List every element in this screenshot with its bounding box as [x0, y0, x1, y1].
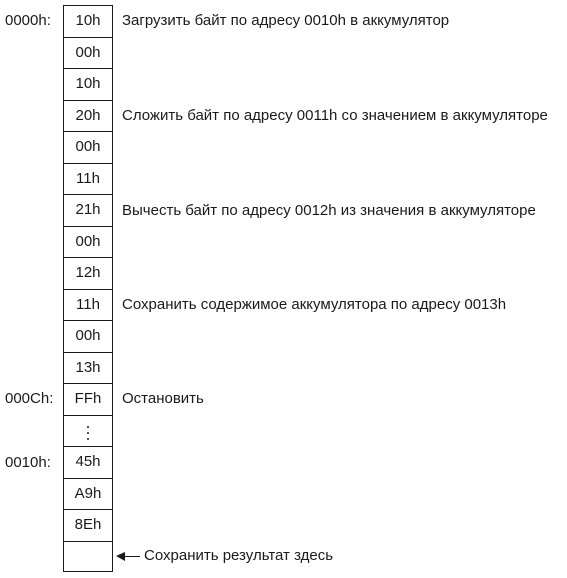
memory-cell-000b: 13h [64, 352, 112, 383]
memory-cell-0002: 10h [64, 68, 112, 100]
ellipsis-dot [87, 432, 89, 434]
memory-cell-0013 [64, 541, 112, 572]
note-add: Сложить байт по адресу 0011h со значением в аккумуляторе [122, 107, 548, 124]
memory-cell-0006: 21h [64, 194, 112, 226]
ellipsis-dot [87, 438, 89, 440]
address-label-0000h: 0000h: [5, 12, 51, 29]
address-label-0010h: 0010h: [5, 454, 51, 471]
note-subtract: Вычесть байт по адресу 0012h из значения в аккумуляторе [122, 202, 536, 219]
memory-cell-ellipsis [64, 415, 112, 446]
memory-cell-0000: 10h [64, 5, 112, 37]
memory-cell-0009: 11h [64, 289, 112, 320]
ellipsis-dot [87, 426, 89, 428]
note-halt: Остановить [122, 390, 204, 407]
memory-cell-0011: A9h [64, 478, 112, 509]
note-store: Сохранить содержимое аккумулятора по адресу 0013h [122, 296, 507, 313]
memory-cell-0012: 8Eh [64, 509, 112, 541]
memory-cell-0003: 20h [64, 100, 112, 131]
arrow-line [124, 556, 140, 557]
memory-cell-0007: 00h [64, 226, 112, 257]
memory-cell-000a: 00h [64, 320, 112, 352]
memory-cell-0008: 12h [64, 257, 112, 289]
result-label: Сохранить результат здесь [144, 547, 334, 564]
memory-cell-0001: 00h [64, 37, 112, 68]
memory-cell-0004: 00h [64, 131, 112, 163]
address-label-000ch: 000Ch: [5, 390, 54, 407]
note-load: Загрузить байт по адресу 0010h в аккумулятор [122, 12, 450, 29]
memory-cell-000c: FFh [64, 383, 112, 415]
memory-cell-0010: 45h [64, 446, 112, 478]
memory-column [63, 5, 113, 572]
memory-cell-0005: 11h [64, 163, 112, 194]
